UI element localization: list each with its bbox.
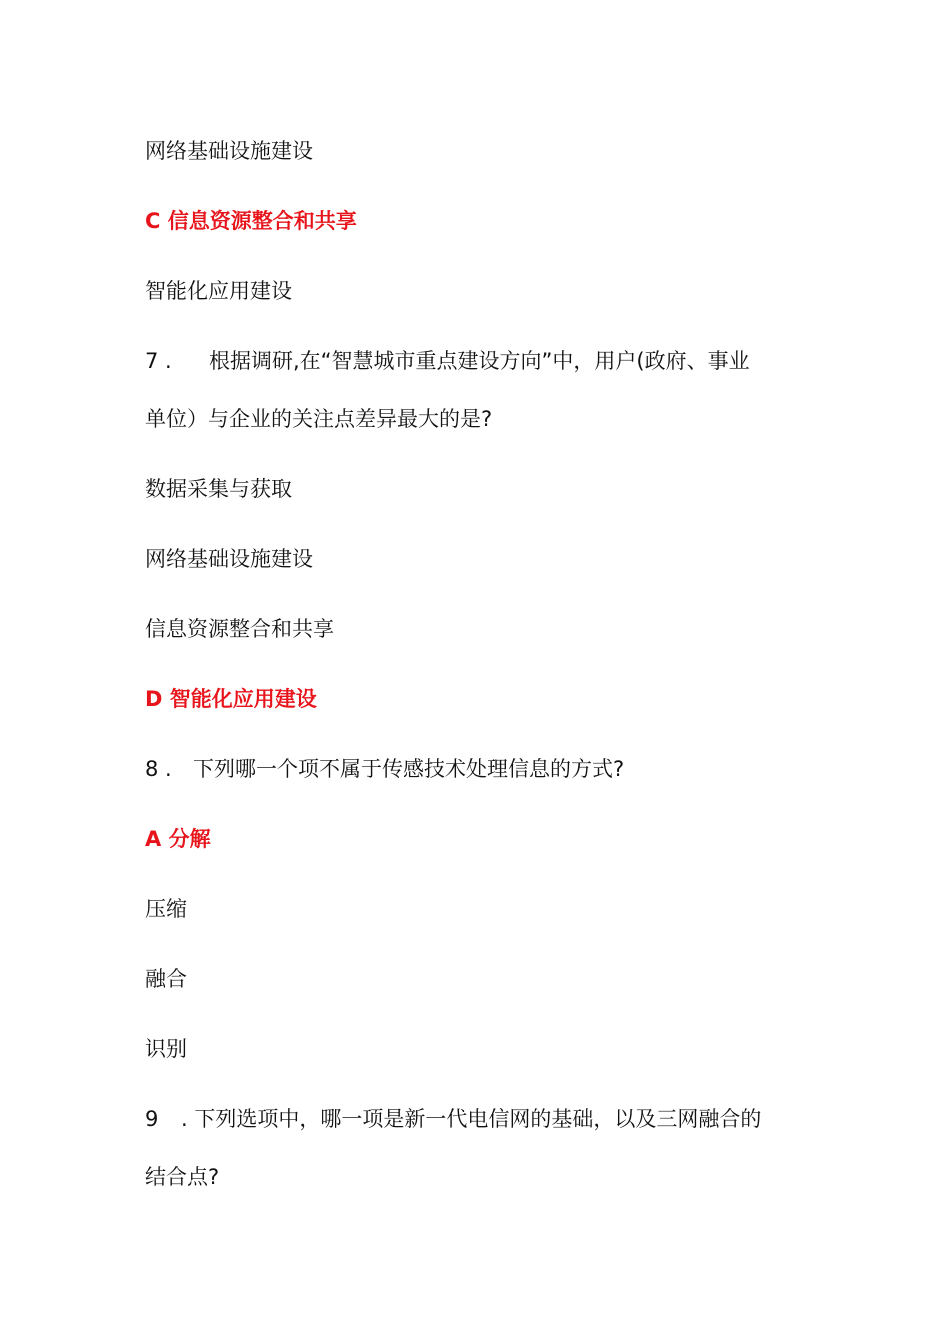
option-text: 识别 — [145, 1037, 187, 1061]
question-text: 下列哪一个项不属于传感技术处理信息的方式? — [193, 757, 625, 781]
question-7 — [145, 346, 750, 376]
correct-answer: A 分解 — [145, 827, 211, 851]
question-number: 8 . — [145, 757, 172, 781]
question-number: 9 — [145, 1107, 159, 1131]
option-text: 压缩 — [145, 897, 187, 921]
question-text-continued: 单位）与企业的关注点差异最大的是? — [145, 407, 493, 431]
question-text: 根据调研,在“智慧城市重点建设方向”中，用户(政府、事业 — [209, 349, 750, 373]
question-9 — [145, 1104, 761, 1134]
option-text: 融合 — [145, 967, 187, 991]
question-number: 7 . — [145, 349, 172, 373]
option-text: 网络基础设施建设 — [145, 139, 313, 163]
option-text: 网络基础设施建设 — [145, 547, 313, 571]
option-text: 数据采集与获取 — [145, 477, 292, 501]
correct-answer: C 信息资源整合和共享 — [145, 209, 357, 233]
question-text: . 下列选项中，哪一项是新一代电信网的基础，以及三网融合的 — [181, 1107, 762, 1131]
correct-answer: D 智能化应用建设 — [145, 687, 317, 711]
option-text: 智能化应用建设 — [145, 279, 292, 303]
option-text: 信息资源整合和共享 — [145, 617, 334, 641]
question-8 — [145, 754, 624, 784]
question-text-continued: 结合点? — [145, 1165, 220, 1189]
